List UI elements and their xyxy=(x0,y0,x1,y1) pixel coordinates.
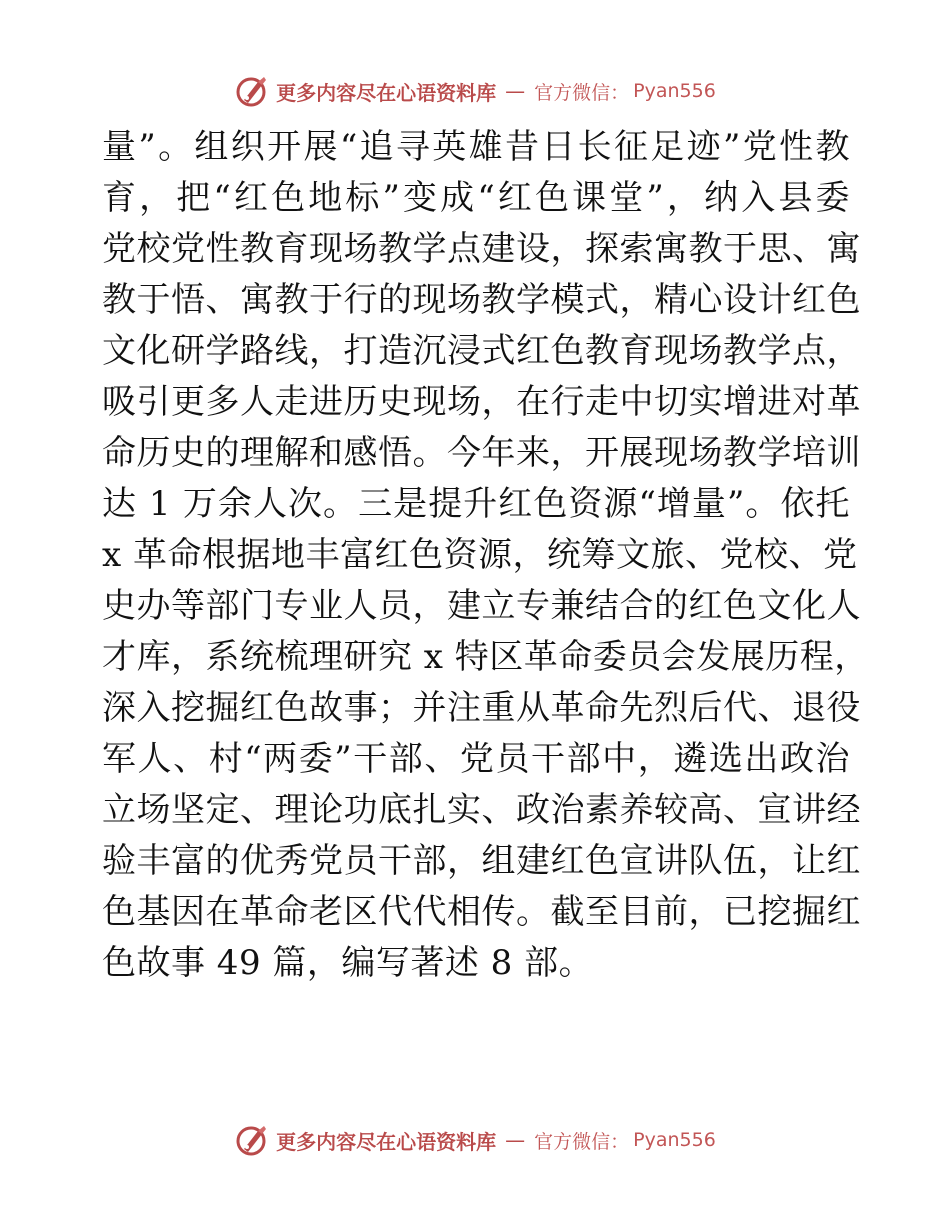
watermark-dash: — xyxy=(505,1128,526,1152)
pen-nib-logo-icon xyxy=(234,73,270,109)
document-body xyxy=(102,122,869,989)
watermark-wechat-id: Pyan556 xyxy=(633,1129,716,1151)
text-line: 立场坚定、理论功底扎实、政治素养较高、宣讲经 xyxy=(102,790,861,830)
watermark-wechat-label: 官方微信： xyxy=(534,81,630,104)
text-line: 色基因在革命老区代代相传。截至目前，已挖掘红 xyxy=(102,892,861,932)
text-line: 量”。组织开展“追寻英雄昔日长征足迹”党性教 xyxy=(102,127,850,167)
watermark-brand-text: 更多内容尽在心语资料库 xyxy=(276,1129,497,1154)
text-line: 军人、村“两委”干部、党员干部中，遴选出政治 xyxy=(102,739,850,779)
pen-nib-logo-icon xyxy=(234,1122,270,1158)
text-line-last: 色故事 49 篇，编写著述 8 部。 xyxy=(102,943,594,983)
watermark-wechat-id: Pyan556 xyxy=(633,80,716,102)
text-line: 达 1 万余人次。三是提升红色资源“增量”。依托 xyxy=(102,484,850,524)
text-line: x 革命根据地丰富红色资源，统筹文旅、党校、党 xyxy=(102,535,858,575)
header-watermark xyxy=(0,71,950,111)
text-line: 吸引更多人走进历史现场，在行走中切实增进对革 xyxy=(102,382,861,422)
text-line: 文化研学路线，打造沉浸式红色教育现场教学点， xyxy=(102,331,861,371)
text-line: 党校党性教育现场教学点建设，探索寓教于思、寓 xyxy=(102,229,861,269)
footer-watermark xyxy=(0,1120,950,1160)
text-line: 才库，系统梳理研究 x 特区革命委员会发展历程， xyxy=(102,637,869,677)
text-line: 验丰富的优秀党员干部，组建红色宣讲队伍，让红 xyxy=(102,841,861,881)
watermark-brand-text: 更多内容尽在心语资料库 xyxy=(276,80,497,105)
text-line: 命历史的理解和感悟。今年来，开展现场教学培训 xyxy=(102,433,861,473)
text-line: 育，把“红色地标”变成“红色课堂”，纳入县委 xyxy=(102,178,850,218)
watermark-wechat-label: 官方微信： xyxy=(534,1130,630,1153)
text-line: 教于悟、寓教于行的现场教学模式，精心设计红色 xyxy=(102,280,861,320)
watermark-dash: — xyxy=(505,79,526,103)
text-line: 深入挖掘红色故事；并注重从革命先烈后代、退役 xyxy=(102,688,861,728)
text-line: 史办等部门专业人员，建立专兼结合的红色文化人 xyxy=(102,586,861,626)
